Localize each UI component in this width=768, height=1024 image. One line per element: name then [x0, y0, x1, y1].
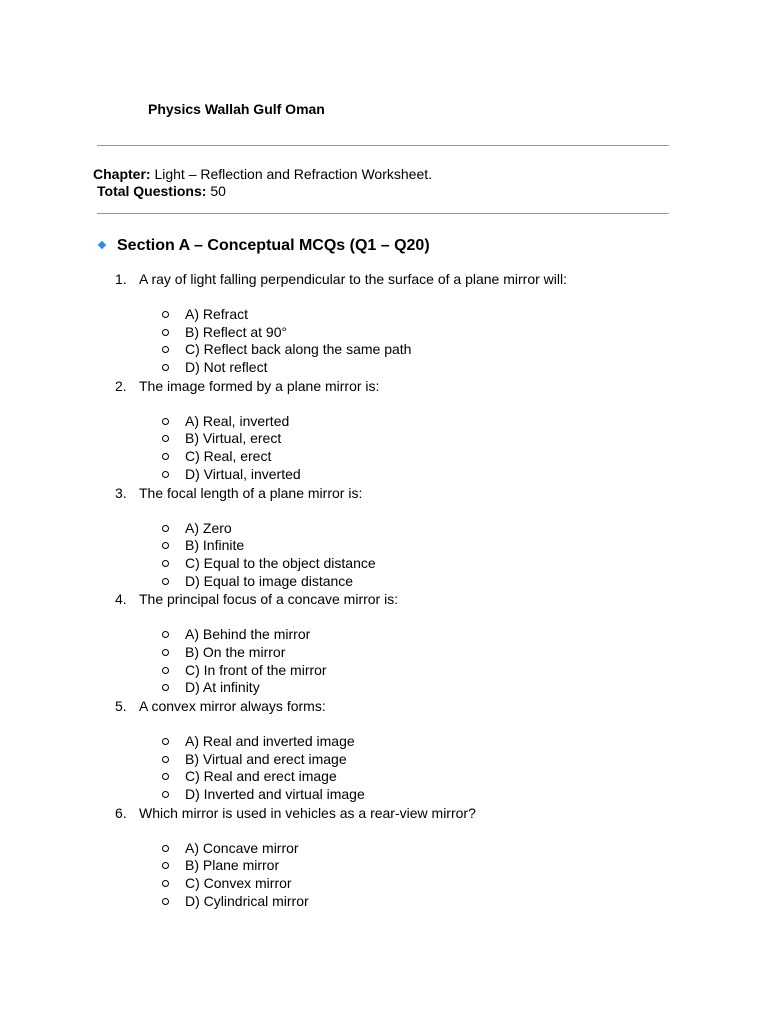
- answer-option-text: C) Real and erect image: [185, 768, 337, 785]
- answer-option-text: D) Virtual, inverted: [185, 465, 301, 482]
- question-number: 2.: [115, 377, 127, 394]
- circle-bullet-icon: [162, 542, 169, 549]
- answer-option-text: B) On the mirror: [185, 643, 286, 660]
- answer-option: [0, 768, 768, 786]
- question-spacer: [0, 822, 768, 840]
- answer-option: [0, 626, 768, 644]
- circle-bullet-icon: [162, 329, 169, 336]
- question-text: The focal length of a plane mirror is:: [139, 484, 363, 501]
- circle-bullet-icon: [162, 471, 169, 478]
- circle-bullet-icon: [162, 862, 169, 869]
- answer-option-text: C) In front of the mirror: [185, 661, 327, 678]
- question-text: A ray of light falling perpendicular to the surface of a plane mirror will:: [139, 271, 567, 287]
- answer-option: [0, 555, 768, 573]
- question-text: The principal focus of a concave mirror is:: [139, 591, 399, 608]
- circle-bullet-icon: [162, 684, 169, 691]
- answer-option-text: A) Behind the mirror: [185, 626, 311, 643]
- circle-bullet-icon: [162, 311, 169, 318]
- answer-option-text: C) Convex mirror: [185, 875, 292, 892]
- circle-bullet-icon: [162, 738, 169, 745]
- question-number: 1.: [115, 271, 127, 287]
- question-item: [0, 377, 768, 484]
- circle-bullet-icon: [162, 880, 169, 887]
- answer-option: [0, 573, 768, 591]
- question-number: 4.: [115, 591, 127, 608]
- question-spacer: [0, 608, 768, 626]
- section-title: Section A – Conceptual MCQs (Q1 – Q20): [117, 237, 430, 254]
- question-item: [0, 697, 768, 804]
- answer-option-text: A) Refract: [185, 306, 249, 322]
- answer-option-text: D) Cylindrical mirror: [185, 892, 309, 909]
- circle-bullet-icon: [162, 845, 169, 852]
- circle-bullet-icon: [162, 667, 169, 674]
- chapter-line: [93, 166, 432, 183]
- answer-option: [0, 662, 768, 680]
- question-item: [0, 804, 768, 911]
- circle-bullet-icon: [162, 364, 169, 371]
- question-spacer: [0, 395, 768, 413]
- diamond-bullet-icon: [98, 241, 106, 249]
- question-text: Which mirror is used in vehicles as a rear-view mirror?: [139, 804, 476, 821]
- question-number: 6.: [115, 804, 127, 821]
- circle-bullet-icon: [162, 631, 169, 638]
- circle-bullet-icon: [162, 773, 169, 780]
- document-title: Physics Wallah Gulf Oman: [148, 101, 325, 117]
- circle-bullet-icon: [162, 756, 169, 763]
- answer-option: [0, 786, 768, 804]
- answer-option: [0, 644, 768, 662]
- answer-option-text: C) Reflect back along the same path: [185, 341, 412, 358]
- answer-option-text: C) Equal to the object distance: [185, 554, 376, 571]
- answer-option: [0, 857, 768, 875]
- answer-option-text: B) Virtual, erect: [185, 430, 282, 447]
- answer-option-text: B) Virtual and erect image: [185, 750, 347, 767]
- answer-option-text: A) Concave mirror: [185, 839, 299, 856]
- question-spacer: [0, 502, 768, 520]
- question-item: [0, 590, 768, 697]
- question-item: [0, 484, 768, 591]
- total-questions-value: 50: [210, 183, 226, 199]
- answer-option-text: C) Real, erect: [185, 448, 272, 465]
- answer-option: [0, 751, 768, 769]
- question-list: [0, 270, 768, 911]
- answer-option-text: A) Real and inverted image: [185, 733, 355, 749]
- divider-top: [97, 145, 669, 146]
- answer-option: [0, 413, 768, 431]
- answer-option: [0, 679, 768, 697]
- answer-option: [0, 448, 768, 466]
- question-stem: [0, 484, 768, 502]
- circle-bullet-icon: [162, 560, 169, 567]
- question-item: [0, 270, 768, 377]
- answer-option: [0, 359, 768, 377]
- circle-bullet-icon: [162, 898, 169, 905]
- answer-option: [0, 466, 768, 484]
- circle-bullet-icon: [162, 453, 169, 460]
- answer-option: [0, 840, 768, 858]
- question-stem: [0, 590, 768, 608]
- answer-option-text: D) Not reflect: [185, 359, 268, 376]
- question-stem: [0, 804, 768, 822]
- answer-option-text: D) Inverted and virtual image: [185, 786, 365, 803]
- answer-option-text: A) Real, inverted: [185, 412, 290, 429]
- answer-option: [0, 875, 768, 893]
- circle-bullet-icon: [162, 435, 169, 442]
- circle-bullet-icon: [162, 791, 169, 798]
- circle-bullet-icon: [162, 578, 169, 585]
- answer-option: [0, 324, 768, 342]
- answer-option: [0, 306, 768, 324]
- circle-bullet-icon: [162, 525, 169, 532]
- section-heading: [99, 236, 430, 256]
- answer-option-text: A) Zero: [185, 519, 232, 536]
- question-spacer: [0, 715, 768, 733]
- circle-bullet-icon: [162, 346, 169, 353]
- answer-option-text: B) Plane mirror: [185, 857, 280, 874]
- answer-option: [0, 537, 768, 555]
- answer-option: [0, 733, 768, 751]
- answer-option-text: B) Infinite: [185, 537, 245, 554]
- total-questions-line: [97, 183, 226, 200]
- answer-option: [0, 430, 768, 448]
- question-number: 3.: [115, 484, 127, 501]
- answer-option: [0, 341, 768, 359]
- circle-bullet-icon: [162, 649, 169, 656]
- answer-option: [0, 893, 768, 911]
- answer-option-text: B) Reflect at 90°: [185, 323, 288, 340]
- answer-option-text: D) At infinity: [185, 679, 260, 696]
- question-stem: [0, 270, 768, 288]
- chapter-label: Chapter:: [93, 166, 151, 182]
- question-text: The image formed by a plane mirror is:: [139, 377, 380, 394]
- question-stem: [0, 377, 768, 395]
- answer-option-text: D) Equal to image distance: [185, 572, 354, 589]
- question-stem: [0, 697, 768, 715]
- question-text: A convex mirror always forms:: [139, 698, 326, 714]
- chapter-value: Light – Reflection and Refraction Worksheet.: [154, 166, 433, 182]
- divider-bottom: [97, 213, 669, 214]
- question-number: 5.: [115, 698, 127, 714]
- circle-bullet-icon: [162, 418, 169, 425]
- question-spacer: [0, 288, 768, 306]
- total-questions-label: Total Questions:: [97, 183, 207, 199]
- answer-option: [0, 520, 768, 538]
